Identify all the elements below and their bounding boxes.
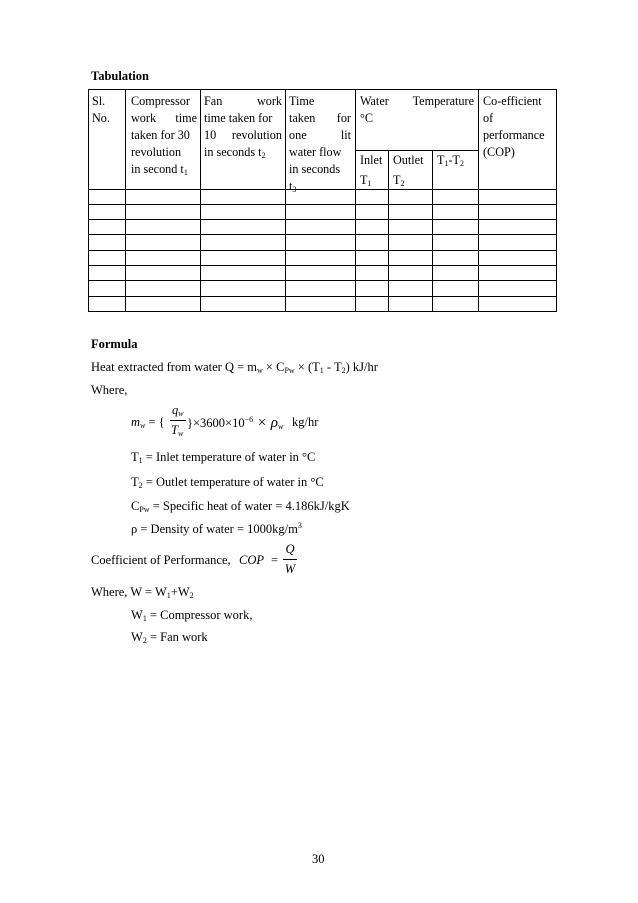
definition-density: ρ = Density of water = $1000kg/m^3$ [131,521,302,536]
header-sl-no: Sl. No. [92,94,110,125]
header-inlet: Inlet $T_1$ [360,153,383,188]
definition-w1: $W_1$ = Compressor work, [131,608,253,623]
definition-w2: $W_2$ = Fan work [131,630,208,645]
col-divider [125,89,126,312]
where-w-line: Where, $W = W_1+W_2$ [91,585,194,600]
definition-cpw: $C_{Pw}$ = Specific heat of water = 4.186kJ/kgK [131,499,350,514]
col-divider [355,89,356,312]
row-divider [88,250,557,251]
col-divider [200,89,201,312]
row-divider [88,280,557,281]
row-divider [88,234,557,235]
header-compressor: Compressor work time taken for 30 revolution in second $t_1$ [131,94,197,177]
row-divider [355,150,478,151]
row-divider [88,265,557,266]
row-divider [88,296,557,297]
definition-t2: $T_2$ = Outlet temperature of water in °C [131,475,324,490]
formula-heading: Formula [91,337,138,351]
heat-extracted-line: Heat extracted from water $Q = m_w \times C_{Pw} \times (T_1 - T_2)$ kJ/hr [91,360,378,375]
where-label: Where, [91,383,128,397]
tabulation-heading: Tabulation [91,69,149,83]
row-divider [88,219,557,220]
definition-t1: $T_1$ = Inlet temperature of water in °C [131,450,316,465]
row-divider [88,204,557,205]
header-fan: Fan work time taken for 10 revolution in seconds $t_2$ [204,94,282,160]
col-divider [285,89,286,312]
col-divider [478,89,479,312]
header-time: Time taken for one lit water flow in seconds $t_3$ [289,94,351,194]
header-outlet: Outlet $T_2$ [393,153,424,188]
header-cop: Co-efficient of performance (COP) [483,94,545,159]
header-temperature-difference: $T_1-T_2$ [437,153,464,168]
page-number: 30 [312,852,325,866]
header-water-temperature: Water Temperature °C [360,94,474,125]
col-divider [432,150,433,312]
col-divider [388,150,389,312]
